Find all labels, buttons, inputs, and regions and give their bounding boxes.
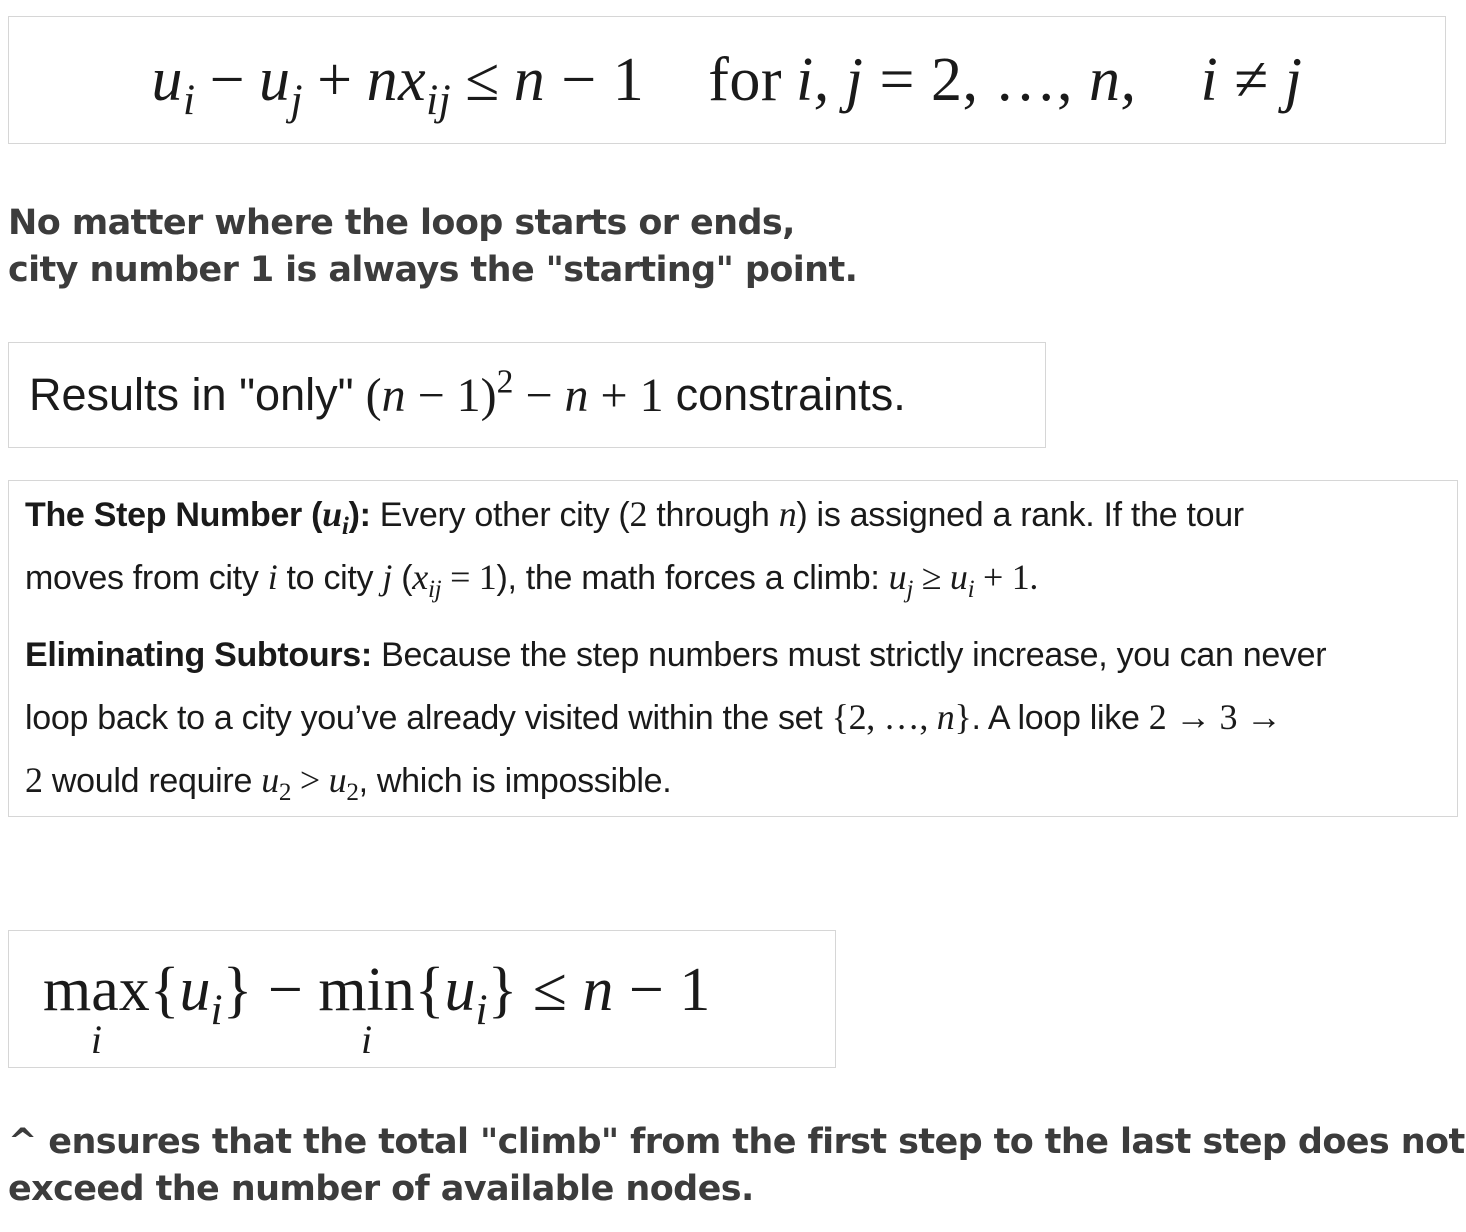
note-start-city xyxy=(8,200,857,294)
min-operator: min i xyxy=(318,956,415,1062)
eliminating-subtours-paragraph: Eliminating Subtours: Because the step numbers must strictly increase, you can never loop back to a city you’ve already visited within the set {2, …, n}. A loop like 2 → 3 → 2 would require $u_2 > u_2$, which is impossible. xyxy=(25,636,1327,807)
max-operator: max i xyxy=(43,956,150,1062)
mtz-rhs: n − 1 xyxy=(513,45,645,114)
mtz-le: ≤ xyxy=(465,45,500,114)
maxmin-box xyxy=(8,930,836,1068)
mtz-constraint-box xyxy=(8,16,1446,144)
mtz-range: i, j = 2, …, n, xyxy=(796,45,1137,114)
eliminating-subtours-heading: Eliminating Subtours: xyxy=(25,636,372,674)
mtz-for-word: for xyxy=(708,45,783,114)
results-box xyxy=(8,342,1046,448)
mtz-minus: − xyxy=(209,45,246,114)
note-start-line2: city number 1 is always the "starting" point. xyxy=(8,250,858,290)
results-prefix: Results in "only" xyxy=(29,369,354,420)
explanation-box xyxy=(8,480,1458,817)
step-number-paragraph: The Step Number $(u_i)$: Every other city (2 through n) is assigned a rank. If the tour moves from city i to city j $(x_{ij} = 1)$, the math forces a climb: $u_j \ge u_i + 1$. xyxy=(25,494,1244,604)
step-number-heading: The Step Number $(u_i)$: xyxy=(25,494,371,541)
mtz-constraint-formula xyxy=(9,17,1445,143)
results-formula: $(n - 1)^2 - n + 1$ xyxy=(365,363,664,422)
results-line xyxy=(29,343,906,447)
mtz-u-j: $u_j$ xyxy=(259,45,304,124)
mtz-n-x-ij: $nx_{ij}$ xyxy=(366,45,452,124)
maxmin-formula: max i $\{u_i\} - \min$ i $\{u_i\} \le n - 1$ xyxy=(43,956,711,1062)
mtz-u-i: $u_i$ xyxy=(151,45,196,124)
note-climb-line2: exceed the number of available nodes. xyxy=(8,1169,754,1209)
mtz-i-ne-j: i ≠ j xyxy=(1200,45,1303,114)
set-2-to-n: {2, …, n} xyxy=(831,697,972,737)
results-suffix: constraints. xyxy=(675,369,906,420)
note-start-line1: No matter where the loop starts or ends, xyxy=(8,203,795,243)
note-total-climb xyxy=(8,1119,1465,1213)
note-climb-line1: ^ ensures that the total "climb" from the first step to the last step does not xyxy=(8,1122,1465,1162)
mtz-plus: + xyxy=(317,45,353,114)
